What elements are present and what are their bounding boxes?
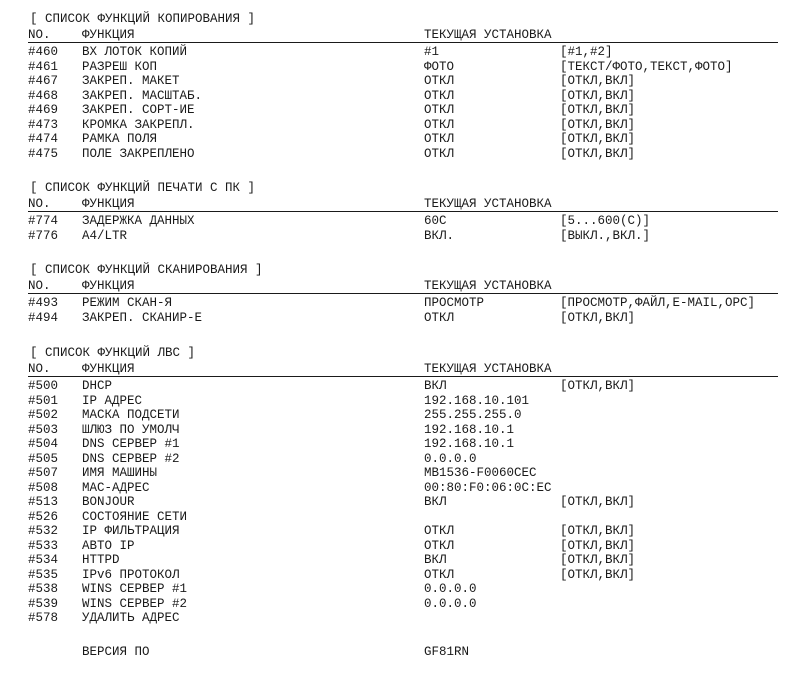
function-number: #532 [28, 524, 59, 538]
current-setting: 192.168.10.101 [424, 393, 530, 408]
current-setting: ОТКЛ [424, 117, 455, 132]
function-row [0, 379, 800, 394]
setting-options: [ОТКЛ,ВКЛ] [560, 553, 636, 567]
function-row [0, 466, 800, 481]
current-setting: ОТКЛ [424, 74, 455, 88]
function-row [0, 423, 800, 438]
function-row [0, 89, 800, 104]
section-title: [ СПИСОК ФУНКЦИЙ КОПИРОВАНИЯ ] [30, 12, 256, 26]
function-row [0, 568, 800, 583]
function-name: DHCP [82, 379, 113, 393]
function-row [0, 495, 800, 510]
header-rule [28, 293, 778, 294]
column-header [0, 28, 800, 42]
function-name: ЗАДЕРЖКА ДАННЫХ [82, 214, 195, 228]
function-name: DNS СЕРВЕР #2 [82, 451, 180, 466]
function-row [0, 524, 800, 539]
function-name: ИМЯ МАШИНЫ [82, 466, 158, 480]
function-row [0, 311, 800, 326]
firmware-version-label: ВЕРСИЯ ПО [82, 645, 150, 659]
function-name: РАЗРЕШ КОП [82, 59, 158, 74]
function-name: HTTPD [82, 553, 120, 567]
function-number: #504 [28, 437, 59, 451]
function-number: #774 [28, 214, 59, 228]
function-row [0, 118, 800, 133]
current-setting: 60С [424, 214, 447, 228]
function-row [0, 481, 800, 496]
function-number: #473 [28, 117, 59, 132]
setting-options: [ОТКЛ,ВКЛ] [560, 103, 636, 117]
function-name: IP АДРЕС [82, 393, 143, 408]
current-setting: 0.0.0.0 [424, 582, 477, 596]
function-number: #776 [28, 228, 59, 243]
function-number: #508 [28, 480, 59, 495]
header-no: NO. [28, 197, 51, 211]
function-number: #467 [28, 74, 59, 88]
function-number: #578 [28, 611, 59, 625]
function-name: ВХ ЛОТОК КОПИЙ [82, 45, 188, 59]
setting-options: [#1,#2] [560, 45, 613, 59]
function-number: #461 [28, 59, 59, 74]
current-setting: ВКЛ. [424, 228, 455, 243]
function-name: СОСТОЯНИЕ СЕТИ [82, 509, 188, 524]
function-name: КРОМКА ЗАКРЕПЛ. [82, 117, 195, 132]
header-rule [28, 376, 778, 377]
header-rule [28, 42, 778, 43]
function-row [0, 147, 800, 162]
function-number: #534 [28, 553, 59, 567]
function-name: УДАЛИТЬ АДРЕС [82, 611, 180, 625]
header-function: ФУНКЦИЯ [82, 197, 135, 211]
setting-options: [ОТКЛ,ВКЛ] [560, 379, 636, 393]
function-row [0, 510, 800, 525]
setting-options: [ОТКЛ,ВКЛ] [560, 88, 636, 103]
function-name: ЗАКРЕП. СКАНИР-Е [82, 310, 203, 325]
function-number: #538 [28, 582, 59, 596]
header-current-setting: ТЕКУЩАЯ УСТАНОВКА [424, 28, 552, 42]
setting-options: [ОТКЛ,ВКЛ] [560, 524, 636, 538]
function-row [0, 214, 800, 229]
header-current-setting: ТЕКУЩАЯ УСТАНОВКА [424, 279, 552, 293]
function-number: #469 [28, 103, 59, 117]
current-setting: 192.168.10.1 [424, 437, 515, 451]
setting-options: [ОТКЛ,ВКЛ] [560, 132, 636, 146]
function-name: IPv6 ПРОТОКОЛ [82, 567, 180, 582]
function-name: IP ФИЛЬТРАЦИЯ [82, 524, 180, 538]
current-setting: ВКЛ [424, 379, 447, 393]
function-number: #533 [28, 538, 59, 553]
function-row [0, 229, 800, 244]
current-setting: ОТКЛ [424, 310, 455, 325]
function-name: DNS СЕРВЕР #1 [82, 437, 180, 451]
function-number: #468 [28, 88, 59, 103]
column-header [0, 362, 800, 376]
current-setting: 255.255.255.0 [424, 408, 522, 422]
function-row [0, 60, 800, 75]
current-setting: ОТКЛ [424, 567, 455, 582]
function-number: #500 [28, 379, 59, 393]
function-row [0, 394, 800, 409]
function-name: A4/LTR [82, 228, 128, 243]
current-setting: ВКЛ [424, 553, 447, 567]
header-current-setting: ТЕКУЩАЯ УСТАНОВКА [424, 362, 552, 376]
function-number: #460 [28, 45, 59, 59]
function-number: #503 [28, 422, 59, 437]
function-number: #526 [28, 509, 59, 524]
current-setting: ОТКЛ [424, 146, 455, 161]
function-row [0, 452, 800, 467]
setting-options: [ОТКЛ,ВКЛ] [560, 538, 636, 553]
header-function: ФУНКЦИЯ [82, 362, 135, 376]
current-setting: 0.0.0.0 [424, 596, 477, 611]
section-title: [ СПИСОК ФУНКЦИЙ ЛВС ] [30, 346, 196, 360]
function-row [0, 553, 800, 568]
function-number: #501 [28, 393, 59, 408]
function-number: #513 [28, 495, 59, 509]
current-setting: ВКЛ [424, 495, 447, 509]
current-setting: 00:80:F0:06:0C:EC [424, 480, 552, 495]
current-setting: ОТКЛ [424, 103, 455, 117]
function-number: #507 [28, 466, 59, 480]
header-no: NO. [28, 362, 51, 376]
function-name: ПОЛЕ ЗАКРЕПЛЕНО [82, 146, 195, 161]
firmware-version-value: GF81RN [424, 645, 470, 659]
setting-options: [ОТКЛ,ВКЛ] [560, 567, 636, 582]
current-setting: ОТКЛ [424, 538, 455, 553]
function-number: #539 [28, 596, 59, 611]
function-name: РАМКА ПОЛЯ [82, 132, 158, 146]
function-row [0, 103, 800, 118]
function-row [0, 539, 800, 554]
function-number: #502 [28, 408, 59, 422]
function-row [0, 45, 800, 60]
header-no: NO. [28, 279, 51, 293]
current-setting: ПРОСМОТР [424, 296, 485, 310]
current-setting: ОТКЛ [424, 132, 455, 146]
setting-options: [ВЫКЛ.,ВКЛ.] [560, 228, 651, 243]
column-header [0, 197, 800, 211]
current-setting: ОТКЛ [424, 524, 455, 538]
setting-options: [5...600(С)] [560, 214, 651, 228]
function-name: ЗАКРЕП. СОРТ-ИЕ [82, 103, 195, 117]
function-number: #493 [28, 296, 59, 310]
function-number: #475 [28, 146, 59, 161]
function-row [0, 132, 800, 147]
header-no: NO. [28, 28, 51, 42]
header-function: ФУНКЦИЯ [82, 279, 135, 293]
setting-options: [ОТКЛ,ВКЛ] [560, 146, 636, 161]
function-number: #505 [28, 451, 59, 466]
current-setting: 0.0.0.0 [424, 451, 477, 466]
function-number: #474 [28, 132, 59, 146]
function-row [0, 437, 800, 452]
function-number: #494 [28, 310, 59, 325]
section-title: [ СПИСОК ФУНКЦИЙ ПЕЧАТИ С ПК ] [30, 181, 256, 195]
function-name: ШЛЮЗ ПО УМОЛЧ [82, 422, 180, 437]
function-name: BONJOUR [82, 495, 135, 509]
function-name: WINS СЕРВЕР #1 [82, 582, 188, 596]
header-function: ФУНКЦИЯ [82, 28, 135, 42]
function-row [0, 296, 800, 311]
setting-options: [ОТКЛ,ВКЛ] [560, 310, 636, 325]
function-name: АВТО IP [82, 538, 135, 553]
setting-options: [ПРОСМОТР,ФАЙЛ,E-MAIL,OPC] [560, 296, 756, 310]
function-name: MAC-АДРЕС [82, 480, 150, 495]
function-row [0, 74, 800, 89]
function-name: РЕЖИМ СКАН-Я [82, 296, 173, 310]
function-number: #535 [28, 567, 59, 582]
function-name: WINS СЕРВЕР #2 [82, 596, 188, 611]
function-name: МАСКА ПОДСЕТИ [82, 408, 180, 422]
function-row [0, 611, 800, 626]
setting-options: [ОТКЛ,ВКЛ] [560, 117, 636, 132]
function-row [0, 597, 800, 612]
current-setting: ФОТО [424, 59, 455, 74]
function-row [0, 408, 800, 423]
current-setting: ОТКЛ [424, 88, 455, 103]
header-current-setting: ТЕКУЩАЯ УСТАНОВКА [424, 197, 552, 211]
column-header [0, 279, 800, 293]
function-name: ЗАКРЕП. МАСШТАБ. [82, 88, 203, 103]
current-setting: 192.168.10.1 [424, 422, 515, 437]
current-setting: #1 [424, 45, 440, 59]
setting-options: [ТЕКСТ/ФОТО,ТЕКСТ,ФОТО] [560, 59, 733, 74]
setting-options: [ОТКЛ,ВКЛ] [560, 495, 636, 509]
section-title: [ СПИСОК ФУНКЦИЙ СКАНИРОВАНИЯ ] [30, 263, 263, 277]
setting-options: [ОТКЛ,ВКЛ] [560, 74, 636, 88]
current-setting: MB1536-F0060CEC [424, 466, 537, 480]
function-name: ЗАКРЕП. МАКЕТ [82, 74, 180, 88]
function-row [0, 582, 800, 597]
header-rule [28, 211, 778, 212]
